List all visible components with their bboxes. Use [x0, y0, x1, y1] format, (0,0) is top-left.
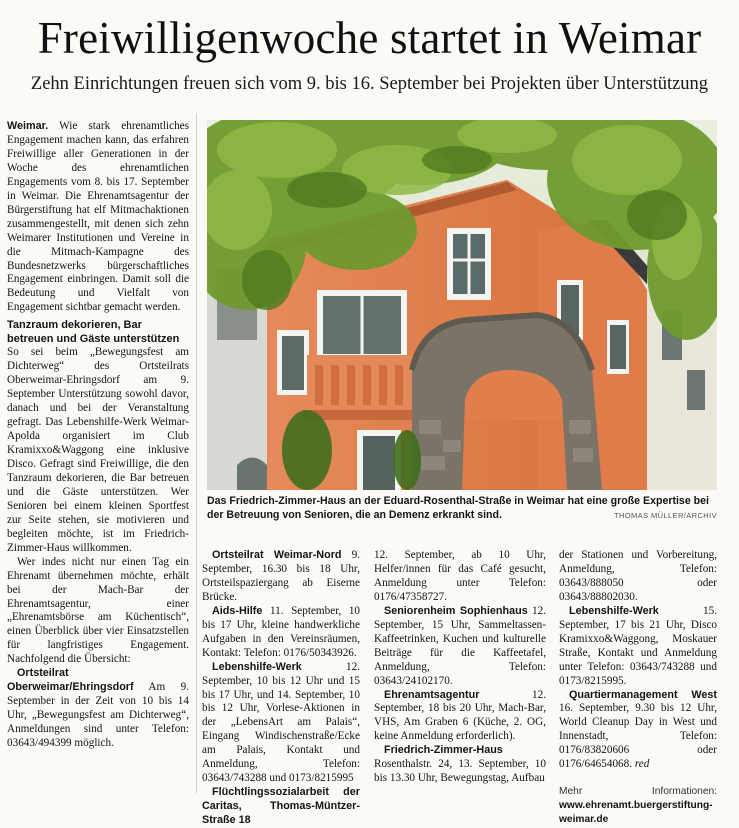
intro-text: Wie stark ehrenamtliches Engagement machen kann, das erfahren Freiwillige aller Generationen in der Woche des ehrenamtlichen Engagements vom 8. bis 17. September in Weimar. Die Ehrenamtsagentur der Bürgerstiftung hat elf Mitmachaktionen zusammengestellt, mit denen sich zehn Weimarer Institutionen und Vereine in die Mitmach-Kampagne des Bundesnetzwerks bürgerschaftliches Engagement einbringen. Damit soll die Bedeutung und Vielfalt von Engagement sichtbar gemacht werden. [7, 120, 189, 314]
listing-entry [202, 661, 360, 787]
photo-caption: Das Friedrich-Zimmer-Haus an der Eduard-Rosenthal-Straße in Weimar hat eine große Expertise bei der Betreuung von Senioren, die an Demenz erkrankt sind. [207, 495, 709, 521]
author-signature: red [634, 758, 650, 771]
listing-details: 15. September, 17 bis 21 Uhr, Disco Kramixxo&Waggong, Moskauer Straße, Kontakt und Anmeldung unter Telefon: 03643/743288 und 0173/8215995. [559, 604, 717, 687]
article-column-4 [559, 549, 717, 827]
listing-details: 16. September, 9.30 bis 12 Uhr, World Cleanup Day in West und Innenstadt, Telefon: 0176/83820606 oder 0176/64654068. [559, 702, 717, 771]
article-column-2 [202, 549, 360, 828]
more-info-label: Mehr Informationen: [559, 786, 717, 798]
listing-entry [559, 689, 717, 773]
listing-details: 12. September, 15 Uhr, Sammeltassen-Kaffeetrinken, Kuchen und kulturelle Beiträge für die Kaffeetafel, Anmeldung, Telefon: 03643/24102170. [374, 604, 546, 687]
article-subheadline: Zehn Einrichtungen freuen sich vom 9. bis 16. September bei Projekten über Unterstützung [30, 74, 709, 94]
intro-paragraph [7, 120, 189, 315]
more-info-url[interactable]: www.ehrenamt.buergerstiftung-weimar.de [559, 800, 713, 826]
listing-org: Seniorenheim Sophienhaus [384, 604, 528, 617]
listing-org: Quartiermanagement West [569, 688, 717, 701]
listing-entry [7, 667, 189, 751]
listing-details: Am 9. September in der Zeit von 10 bis 14 Uhr, „Bewegungsfest am Dichterweg“, Anmeldungen sind unter Telefon: 03643/494399 möglich. [7, 681, 189, 750]
article-column-1 [7, 120, 189, 751]
listing-org: Ehrenamtsagentur [384, 688, 480, 701]
paragraph-2: So sei beim „Bewegungsfest am Dichterweg“ des Ortsteilrats Oberweimar-Ehringsdorf am 9. September Unterstützung sowohl davor, danach und bei der Veranstaltung gefragt. Das Lebenshilfe-Werk Weimar-Apolda organisiert im Club Kramixxo&Waggong eine inklusive Disco. Gefragt sind Freiwillige, die den Tanzraum dekorieren, die Bar betreuen und die Gäste unterstützen. Wer Senioren bei einem kleinen Sportfest zur Seite stehen, sie motivieren und begleiten möchte, ist im Friedrich-Zimmer-Haus willkommen. [7, 346, 189, 554]
listing-org: Aids-Hilfe [212, 604, 263, 617]
listing-entry [202, 786, 360, 828]
listing-entry [374, 744, 546, 786]
article-column-3 [374, 549, 546, 786]
article-photo [207, 120, 717, 490]
listing-details: der Stationen und Vorbereitung, Anmeldung, Telefon: 03643/888050 oder 03643/88802030. [559, 549, 717, 603]
listing-details: Rosenthalstr. 24, 13. September, 10 bis 13.30 Uhr, Bewegungstag, Aufbau [374, 758, 546, 785]
listing-entry [374, 689, 546, 745]
listing-org: Lebenshilfe-Werk [569, 604, 659, 617]
listing-org: Ortsteilrat Oberweimar/Ehringsdorf [7, 667, 134, 694]
dateline: Weimar. [7, 120, 49, 132]
more-info [559, 785, 717, 827]
listing-org: Lebenshilfe-Werk [212, 660, 302, 673]
listing-details: 12. September, 10 bis 12 Uhr und 15 bis 17 Uhr, und 14. September, 10 bis 12 Uhr, Vorlese-Aktionen in der „LebensArt am Palais“, Eingang Windischenstraße/Ecke am Palais, Kontakt und Anmeldung, Telefon: 03643/743288 und 0173/8215995 [202, 660, 360, 785]
listing-entry [202, 605, 360, 661]
listing-org: Ortsteilrat Weimar-Nord [212, 549, 342, 561]
listing-details: 12. September, 18 bis 20 Uhr, Mach-Bar, VHS, Am Graben 6 (Küche, 2. OG, keine Anmeldung erforderlich). [374, 688, 546, 743]
listing-details: 11. September, 10 bis 17 Uhr, kleine handwerkliche Aufgaben in den Vereinsräumen, Kontakt: Telefon: 0176/50343926. [202, 604, 361, 659]
listing-org: Friedrich-Zimmer-Haus [384, 744, 503, 757]
column-divider [196, 113, 197, 793]
listing-details: 9. September, 16.30 bis 18 Uhr, Ortsteilspaziergang ab Eiserne Brücke. [202, 549, 360, 603]
listing-entry [202, 549, 360, 605]
subheading: Tanzraum dekorieren, Bar betreuen und Gäste unterstützen [7, 319, 180, 346]
listing-entry [559, 605, 717, 689]
photo-credit: THOMAS MÜLLER/ARCHIV [613, 511, 717, 520]
article-headline: Freiwilligenwoche startet in Weimar [37, 13, 702, 63]
paragraph-3: Wer indes nicht nur einen Tag ein Ehrenamt übernehmen möchte, erhält bei der Mach-Bar der Ehrenamtsagentur, einer „Ehrenamtsbörse am Küchentisch“, einen Überblick über vier Einsatzstellen für langfristiges Engagement. Nachfolgend die Übersicht: [7, 555, 189, 666]
listing-entry [374, 605, 546, 689]
listing-details: 12. September, ab 10 Uhr, Helfer/innen für das Café gesucht, Anmeldung unter Telefon: 0176/47358727. [374, 549, 546, 603]
listing-org: Flüchtlingssozialarbeit der Caritas, Thomas-Müntzer-Straße 18 [202, 786, 360, 827]
